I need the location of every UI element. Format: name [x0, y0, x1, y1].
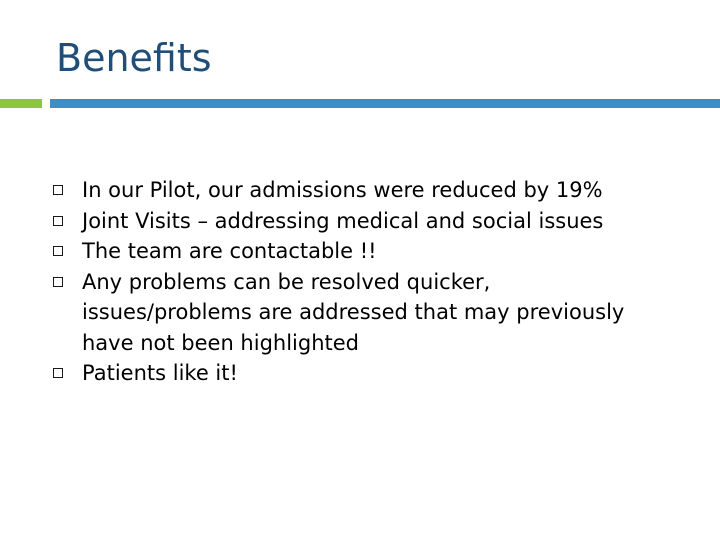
square-bullet-icon: [53, 277, 63, 287]
bullet-text: Joint Visits – addressing medical and social issues: [82, 208, 604, 233]
square-bullet-icon: [53, 246, 63, 256]
bullet-list: [0, 175, 720, 389]
bullet-item: [0, 358, 662, 389]
square-bullet-icon: [53, 368, 63, 378]
square-bullet-icon: [53, 185, 63, 195]
bullet-item: [0, 175, 662, 206]
title-rule-blue-segment: [50, 99, 720, 108]
slide-title: Benefits: [56, 36, 212, 80]
bullet-text: In our Pilot, our admissions were reduced by 19%: [82, 178, 603, 202]
bullet-text: Patients like it!: [82, 361, 238, 385]
bullet-item: [0, 236, 662, 267]
title-rule-green-segment: [0, 99, 42, 108]
square-bullet-icon: [53, 216, 63, 226]
bullet-item: [0, 267, 662, 359]
bullet-text: Any problems can be resolved quicker, issues/problems are addressed that may previously have not been highlighted: [82, 269, 625, 355]
bullet-text: The team are contactable !!: [82, 239, 377, 263]
bullet-item: [0, 206, 662, 237]
